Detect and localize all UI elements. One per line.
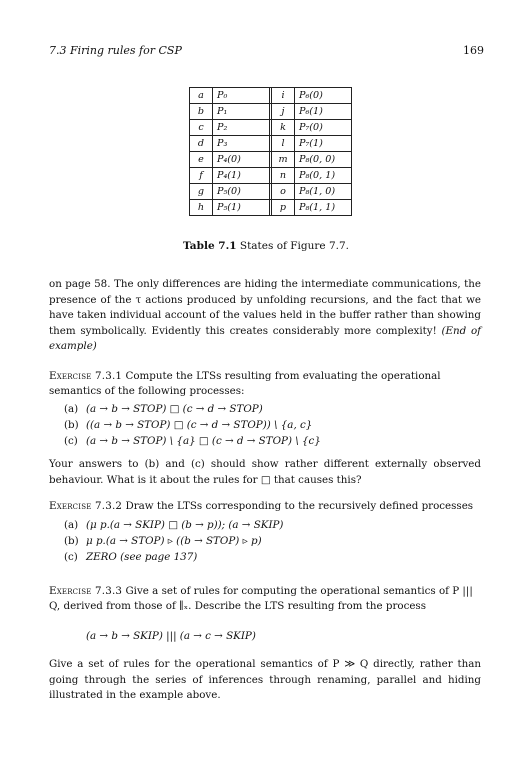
- list-item: (a) (μ p.(a → SKIP) □ (b → p)); (a → SKIP): [64, 519, 284, 531]
- table-row: [190, 136, 352, 152]
- state-process: P₂: [213, 120, 270, 136]
- state-label: n: [272, 168, 295, 184]
- state-process: P₀: [213, 88, 270, 104]
- end-example: (End of example): [49, 324, 481, 352]
- exercise-7-3-1: [49, 369, 481, 399]
- list-item: (b) μ p.(a → STOP) ▹ ((b → STOP) ▹ p): [64, 535, 262, 547]
- exercise-label: Exercise 7.3.1: [49, 370, 123, 382]
- exercise-7-3-2: [49, 499, 481, 514]
- table-caption-text: States of Figure 7.7.: [236, 240, 349, 252]
- table-row: [190, 152, 352, 168]
- exercise-7-3-3-after: Give a set of rules for the operational semantics of P ≫ Q directly, rather than going through the series of inferences through renaming, parallel and hiding illustrated in the example above.: [49, 658, 481, 701]
- exercise-label: Exercise 7.3.3: [49, 585, 123, 597]
- table-row: [190, 168, 352, 184]
- state-process: P₈(1, 0): [295, 184, 352, 200]
- state-process: P₈(1, 1): [295, 200, 352, 216]
- state-label: d: [190, 136, 213, 152]
- table-caption: [0, 240, 532, 252]
- table-row: [190, 120, 352, 136]
- table-row: [190, 88, 352, 104]
- exercise-text: Give a set of rules for computing the operational semantics of P ||| Q, derived from those of ∥ₓ. Describe the LTS resulting from the process: [49, 585, 473, 612]
- running-header: 7.3 Firing rules for CSP: [49, 44, 182, 57]
- page-number: 169: [463, 44, 484, 57]
- state-process: P₇(1): [295, 136, 352, 152]
- list-item: (c) ZERO (see page 137): [64, 551, 198, 563]
- exercise-7-3-2-items: [64, 517, 283, 565]
- state-label: g: [190, 184, 213, 200]
- table-row: [190, 184, 352, 200]
- table-row: [190, 200, 352, 216]
- exercise-7-3-1-items: [64, 401, 321, 449]
- state-process: P₆(0): [295, 88, 352, 104]
- state-process: P₆(1): [295, 104, 352, 120]
- state-process: P₅(0): [213, 184, 270, 200]
- table-row: [190, 104, 352, 120]
- state-label: j: [272, 104, 295, 120]
- exercise-7-3-1-after: Your answers to (b) and (c) should show rather different externally observed behaviour. What is it about the rules for □ that causes this?: [49, 458, 481, 486]
- state-label: o: [272, 184, 295, 200]
- body-paragraph: [49, 277, 481, 355]
- state-label: f: [190, 168, 213, 184]
- state-label: b: [190, 104, 213, 120]
- state-process: P₄(1): [213, 168, 270, 184]
- state-label: c: [190, 120, 213, 136]
- list-item: (c) (a → b → STOP) \ {a} □ (c → d → STOP) \ {c}: [64, 435, 321, 447]
- list-item: (a) (a → b → STOP) □ (c → d → STOP): [64, 403, 263, 415]
- table-caption-label: Table 7.1: [183, 240, 237, 252]
- state-label: e: [190, 152, 213, 168]
- state-process: P₁: [213, 104, 270, 120]
- state-process: P₈(0, 0): [295, 152, 352, 168]
- paragraph-text: on page 58. The only differences are hiding the intermediate communications, the presence of the τ actions produced by unfolding recursions, and the fact that we have taken individual account of the values held in the buffer rather than showing them symbolically. Evidently this creates considerably more complexity!: [49, 278, 481, 337]
- state-process: P₅(1): [213, 200, 270, 216]
- exercise-text: Compute the LTSs resulting from evaluating the operational semantics of the following processes:: [49, 370, 441, 397]
- state-label: m: [272, 152, 295, 168]
- list-item: (b) ((a → b → STOP) □ (c → d → STOP)) \ {a, c}: [64, 419, 313, 431]
- display-equation: (a → b → SKIP) ||| (a → c → SKIP): [86, 630, 256, 642]
- state-process: P₃: [213, 136, 270, 152]
- state-label: p: [272, 200, 295, 216]
- exercise-7-3-3: [49, 584, 481, 614]
- exercise-text: Draw the LTSs corresponding to the recursively defined processes: [122, 500, 474, 512]
- state-label: h: [190, 200, 213, 216]
- state-process: P₇(0): [295, 120, 352, 136]
- state-label: k: [272, 120, 295, 136]
- state-process: P₄(0): [213, 152, 270, 168]
- state-label: l: [272, 136, 295, 152]
- state-label: i: [272, 88, 295, 104]
- state-label: a: [190, 88, 213, 104]
- exercise-label: Exercise 7.3.2: [49, 500, 123, 512]
- state-process: P₈(0, 1): [295, 168, 352, 184]
- states-table: [189, 87, 352, 216]
